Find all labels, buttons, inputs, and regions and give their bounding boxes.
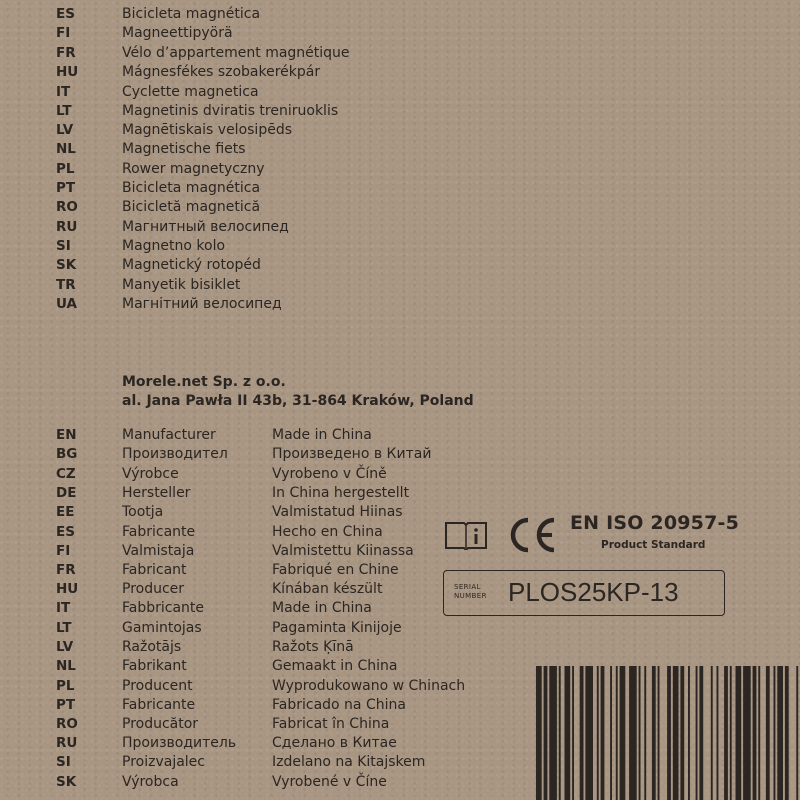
origin-value: Vyrobeno v Číně <box>272 466 387 482</box>
language-code: SI <box>56 238 71 254</box>
product-name: Bicicleta magnética <box>122 180 261 196</box>
language-code: PT <box>56 180 76 196</box>
origin-value: Fabricat în China <box>272 716 390 732</box>
barcode-bar <box>699 666 703 800</box>
language-code: LT <box>56 103 72 119</box>
product-name: Magnetische fiets <box>122 141 246 157</box>
origin-value: In China hergestellt <box>272 485 410 501</box>
barcode-bar <box>610 666 612 800</box>
manufacturer-label: Fabricante <box>122 697 196 713</box>
origin-value: Made in China <box>272 600 372 616</box>
language-code: CZ <box>56 466 76 482</box>
serial-label-line1: SERIAL <box>454 583 481 591</box>
manufacturer-label: Fabbricante <box>122 600 205 616</box>
barcode-bar <box>785 666 789 800</box>
origin-value: Izdelano na Kitajskem <box>272 754 426 770</box>
cutoff-top-line <box>0 0 800 2</box>
standard-title: EN ISO 20957-5 <box>570 512 740 534</box>
language-code: NL <box>56 141 76 157</box>
origin-value: Valmistatud Hiinas <box>272 504 403 520</box>
barcode-icon <box>536 666 800 800</box>
barcode-bar <box>565 666 571 800</box>
manufacturer-label: Výrobca <box>122 774 179 790</box>
origin-value: Made in China <box>272 427 372 443</box>
product-name: Vélo d’appartement magnétique <box>122 45 350 61</box>
product-name: Magnetinis dviratis treniruoklis <box>122 103 339 119</box>
company-address: al. Jana Pawła II 43b, 31-864 Kraków, Poland <box>122 393 474 409</box>
barcode-bar <box>559 666 561 800</box>
barcode-bar <box>724 666 728 800</box>
language-code: HU <box>56 581 79 597</box>
manufacturer-label: Fabricant <box>122 562 187 578</box>
ce-mark-icon <box>506 515 558 555</box>
language-code: UA <box>56 296 77 312</box>
barcode-bar <box>536 666 542 800</box>
language-code: FI <box>56 25 71 41</box>
language-code: RO <box>56 716 78 732</box>
origin-value: Kínában készült <box>272 581 383 597</box>
manufacturer-label: Producer <box>122 581 185 597</box>
origin-value: Wyprodukowano w Chinach <box>272 678 466 694</box>
language-code: LV <box>56 122 74 138</box>
barcode-bar <box>673 666 679 800</box>
manufacturer-label: Valmistaja <box>122 543 195 559</box>
barcode-bar <box>711 666 713 800</box>
product-name: Magnetický rotopéd <box>122 257 261 273</box>
language-code: SK <box>56 774 77 790</box>
language-code: SK <box>56 257 77 273</box>
product-name: Bicicletă magnetică <box>122 199 261 215</box>
product-name: Magneettipyörä <box>122 25 233 41</box>
origin-value: Fabricado na China <box>272 697 406 713</box>
language-code: NL <box>56 658 76 674</box>
product-name: Магнітний велосипед <box>122 296 282 312</box>
barcode-bar <box>597 666 599 800</box>
language-code: ES <box>56 524 75 540</box>
barcode-bar <box>549 666 557 800</box>
barcode-bar <box>688 666 690 800</box>
barcode-bar <box>616 666 618 800</box>
barcode-bar <box>601 666 605 800</box>
language-code: SI <box>56 754 71 770</box>
product-name: Mágnesfékes szobakerékpár <box>122 64 321 80</box>
origin-value: Valmistettu Kiinassa <box>272 543 414 559</box>
product-name: Magnetno kolo <box>122 238 226 254</box>
language-code: TR <box>56 277 76 293</box>
barcode-bar <box>796 666 798 800</box>
barcode-bar <box>639 666 641 800</box>
barcode-bar <box>753 666 757 800</box>
language-code: DE <box>56 485 77 501</box>
product-name: Magnētiskais velosipēds <box>122 122 292 138</box>
manufacturer-label: Proizvajalec <box>122 754 205 770</box>
manufacturer-label: Manufacturer <box>122 427 216 443</box>
serial-number-value: PLOS25KP-13 <box>508 577 679 607</box>
barcode-bar <box>544 666 548 800</box>
product-name: Bicicleta magnética <box>122 6 261 22</box>
serial-label-line2: NUMBER <box>454 592 487 600</box>
product-name: Магнитный велосипед <box>122 219 289 235</box>
language-code: RU <box>56 219 78 235</box>
barcode-bar <box>658 666 660 800</box>
language-code: LV <box>56 639 74 655</box>
manufacturer-label: Výrobce <box>122 466 179 482</box>
language-code: PL <box>56 161 75 177</box>
language-code: IT <box>56 600 71 616</box>
manufacturer-label: Fabricante <box>122 524 196 540</box>
manufacturer-label: Производител <box>122 446 228 462</box>
product-name: Cyclette magnetica <box>122 84 259 100</box>
manufacturer-label: Производитель <box>122 735 237 751</box>
language-code: HU <box>56 64 79 80</box>
language-code: LT <box>56 620 72 636</box>
barcode-bar <box>743 666 751 800</box>
barcode-bar <box>680 666 684 800</box>
barcode-bar <box>730 666 732 800</box>
manufacturer-label: Tootja <box>122 504 164 520</box>
barcode-bar <box>667 666 671 800</box>
origin-value: Vyrobené v Číne <box>272 774 387 790</box>
barcode-bar <box>777 666 783 800</box>
language-code: PT <box>56 697 76 713</box>
barcode-bar <box>652 666 656 800</box>
barcode-bar <box>629 666 637 800</box>
origin-value: Сделано в Китае <box>272 735 397 751</box>
instruction-manual-icon <box>444 520 488 550</box>
barcode-bar <box>585 666 593 800</box>
language-code: FR <box>56 562 76 578</box>
language-code: EE <box>56 504 75 520</box>
origin-value: Произведено в Китай <box>272 446 432 462</box>
manufacturer-label: Gamintojas <box>122 620 202 636</box>
serial-number-box <box>443 570 725 616</box>
barcode-bar <box>717 666 719 800</box>
product-name: Rower magnetyczny <box>122 161 265 177</box>
manufacturer-label: Fabrikant <box>122 658 187 674</box>
language-code: FR <box>56 45 76 61</box>
origin-value: Hecho en China <box>272 524 383 540</box>
barcode-bar <box>620 666 626 800</box>
language-code: BG <box>56 446 78 462</box>
manufacturer-label: Hersteller <box>122 485 191 501</box>
language-code: IT <box>56 84 71 100</box>
manufacturer-label: Producent <box>122 678 193 694</box>
origin-value: Pagaminta Kinijoje <box>272 620 402 636</box>
barcode-bar <box>774 666 776 800</box>
barcode-bar <box>644 666 646 800</box>
language-code: RU <box>56 735 78 751</box>
language-code: ES <box>56 6 75 22</box>
barcode-bar <box>580 666 584 800</box>
origin-value: Ražots Ķīnā <box>272 639 354 655</box>
barcode-bar <box>758 666 760 800</box>
language-code: EN <box>56 427 77 443</box>
standard-subtitle: Product Standard <box>601 539 706 551</box>
serial-number-label <box>454 583 487 601</box>
language-code: FI <box>56 543 71 559</box>
barcode-bar <box>572 666 574 800</box>
origin-value: Gemaakt in China <box>272 658 398 674</box>
product-name: Manyetik bisiklet <box>122 277 241 293</box>
origin-value: Fabriqué en Chine <box>272 562 399 578</box>
manufacturer-label: Producător <box>122 716 199 732</box>
barcode-bar <box>736 666 742 800</box>
manufacturer-label: Ražotājs <box>122 639 182 655</box>
language-code: PL <box>56 678 75 694</box>
barcode-bar <box>696 666 698 800</box>
barcode-bar <box>766 666 770 800</box>
language-code: RO <box>56 199 78 215</box>
company-name: Morele.net Sp. z o.o. <box>122 374 286 390</box>
